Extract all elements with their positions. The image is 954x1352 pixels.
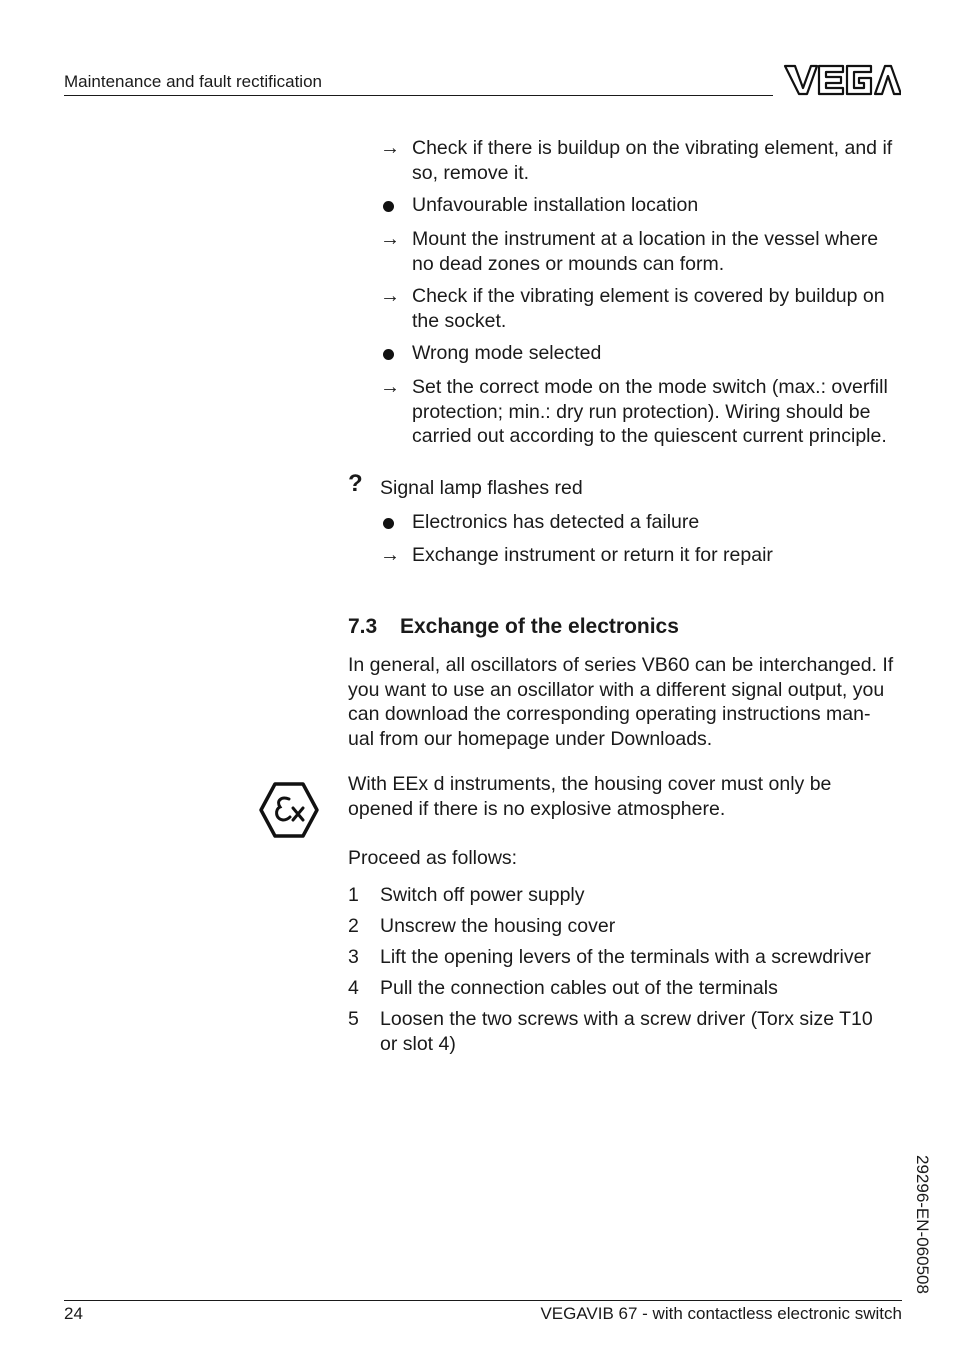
bullet-icon bbox=[383, 201, 394, 212]
step-text: Pull the connection cables out of the terminals bbox=[380, 977, 778, 999]
section-number: 7.3 bbox=[348, 615, 378, 638]
header-rule bbox=[64, 95, 773, 96]
footer-rule bbox=[64, 1300, 902, 1301]
document-code bbox=[910, 1155, 932, 1303]
question-icon: ? bbox=[348, 470, 363, 497]
running-header: Maintenance and fault rectification bbox=[64, 72, 322, 91]
step-number: 3 bbox=[348, 946, 359, 968]
paragraph-line: With EEx d instruments, the housing cover must only be bbox=[348, 773, 832, 795]
step-text: Unscrew the housing cover bbox=[380, 915, 616, 937]
step-text: or slot 4) bbox=[380, 1032, 456, 1055]
item-text-line: Set the correct mode on the mode switch (max.: overfill bbox=[412, 376, 888, 398]
bullet-icon bbox=[383, 518, 394, 529]
paragraph-line: In general, all oscillators of series VB60 can be interchanged. If bbox=[348, 654, 894, 676]
arrow-icon: → bbox=[380, 137, 400, 159]
item-text-line: carried out according to the quiescent current principle. bbox=[412, 425, 887, 447]
item-text-line: Electronics has detected a failure bbox=[412, 511, 700, 533]
item-text-line: so, remove it. bbox=[412, 161, 530, 184]
ex-explosion-protection-icon bbox=[259, 782, 319, 838]
arrow-icon: → bbox=[380, 228, 400, 250]
step-text: Loosen the two screws with a screw driver (Torx size T10 bbox=[380, 1008, 873, 1030]
arrow-icon: → bbox=[380, 376, 400, 398]
bullet-icon bbox=[383, 349, 394, 360]
footer-doc-title: VEGAVIB 67 - with contactless electronic switch bbox=[540, 1304, 902, 1323]
section-title: Exchange of the electronics bbox=[400, 615, 679, 638]
item-text-line: Unfavourable installation location bbox=[412, 194, 699, 216]
item-text-line: the socket. bbox=[412, 309, 507, 332]
item-text-line: Mount the instrument at a location in the vessel where bbox=[412, 228, 879, 250]
main-column bbox=[348, 136, 904, 1066]
item-text-line: Exchange instrument or return it for repair bbox=[412, 544, 773, 566]
step-number: 1 bbox=[348, 884, 359, 906]
logo-text: VEGA bbox=[783, 62, 786, 63]
question-text: Signal lamp flashes red bbox=[380, 477, 583, 499]
document-code-text: 29296-EN-060508 bbox=[913, 1155, 932, 1294]
item-text-line: Wrong mode selected bbox=[412, 342, 602, 364]
paragraph-line: you want to use an oscillator with a different signal output, you bbox=[348, 678, 885, 701]
intro-paragraph bbox=[348, 653, 904, 751]
section-heading bbox=[348, 615, 904, 640]
step-number: 5 bbox=[348, 1008, 359, 1030]
ex-note bbox=[348, 772, 904, 821]
item-text-line: Check if the vibrating element is covered by buildup on bbox=[412, 285, 885, 307]
step-number: 4 bbox=[348, 977, 359, 999]
item-text-line: protection; min.: dry run protection). Wiring should be bbox=[412, 400, 871, 423]
step-text: Lift the opening levers of the terminals with a screwdriver bbox=[380, 946, 871, 968]
step-text: Switch off power supply bbox=[380, 884, 585, 906]
arrow-icon: → bbox=[380, 285, 400, 307]
paragraph-line: can download the corresponding operating instructions man- bbox=[348, 703, 871, 725]
vega-logo bbox=[783, 62, 901, 98]
fault-question bbox=[348, 470, 904, 502]
item-text-line: no dead zones or mounds can form. bbox=[412, 252, 725, 275]
step-number: 2 bbox=[348, 915, 359, 937]
page-number: 24 bbox=[64, 1304, 83, 1323]
paragraph-line: ual from our homepage under Downloads. bbox=[348, 727, 713, 750]
proceed-text: Proceed as follows: bbox=[348, 847, 518, 869]
arrow-icon: → bbox=[380, 544, 400, 566]
item-text-line: Check if there is buildup on the vibrating element, and if bbox=[412, 137, 893, 159]
paragraph-line: opened if there is no explosive atmosphere. bbox=[348, 797, 726, 820]
